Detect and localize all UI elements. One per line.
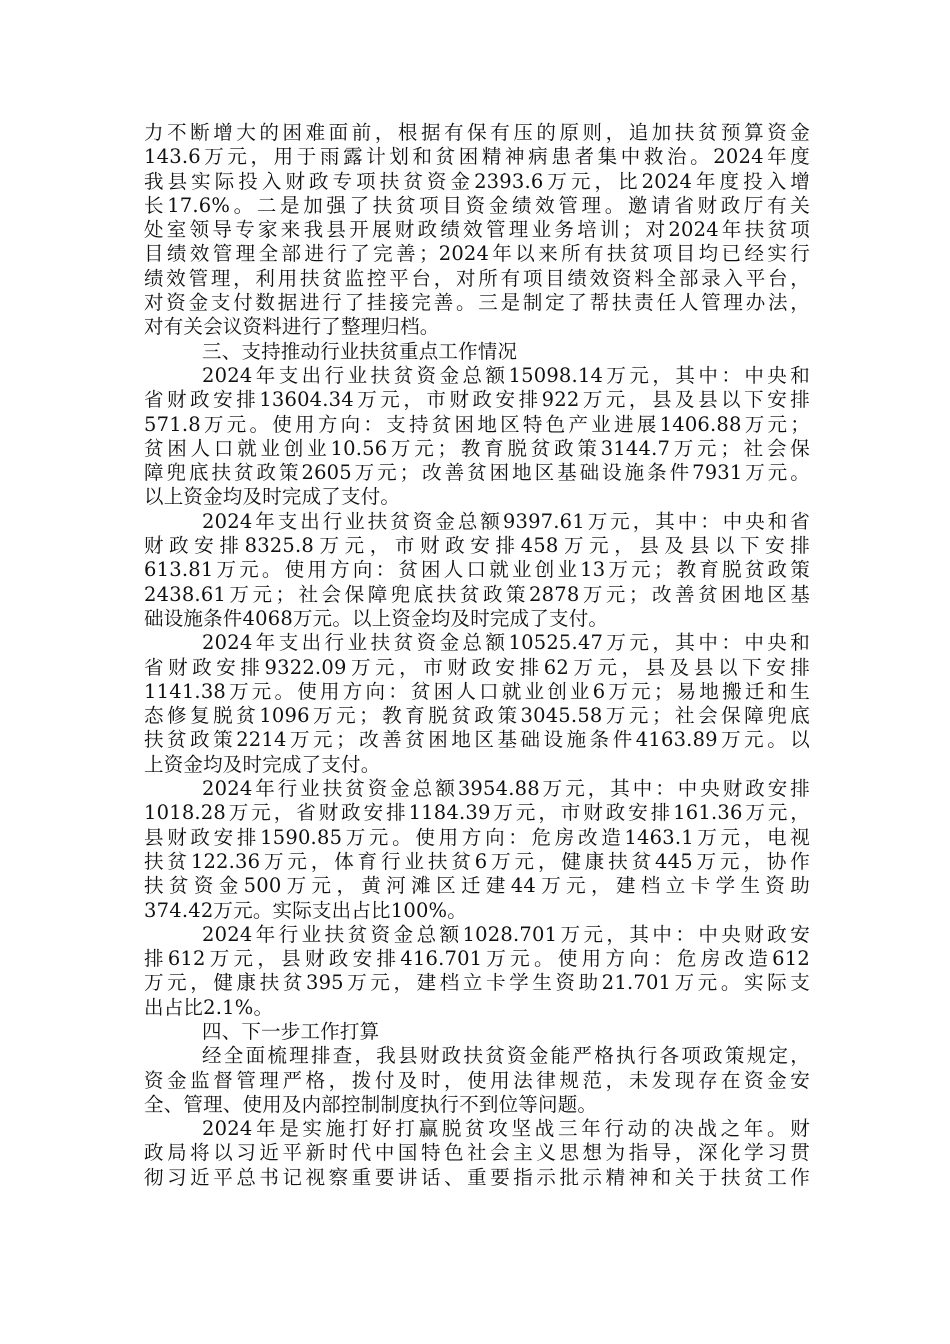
text-line: 1018.28万元，省财政安排1184.39万元，市财政安排161.36万元， xyxy=(144,801,810,825)
text-line: 万元，健康扶贫395万元，建档立卡学生资助21.701万元。实际支 xyxy=(144,971,810,995)
text-line: 出占比2.1%。 xyxy=(144,995,274,1019)
text-line: 财政安排8325.8万元，市财政安排458万元，县及县以下安排 xyxy=(144,534,810,558)
text-line: 2024年行业扶贫资金总额1028.701万元，其中：中央财政安 xyxy=(202,922,810,946)
text-line: 省财政安排9322.09万元，市财政安排62万元，县及县以下安排 xyxy=(144,655,810,679)
text-line: 2024年是实施打好打赢脱贫攻坚战三年行动的决战之年。财 xyxy=(202,1117,810,1141)
text-line: 扶贫122.36万元，体育行业扶贫6万元，健康扶贫445万元，协作 xyxy=(144,849,810,873)
text-line: 资金监督管理严格，拨付及时，使用法律规范，未发现存在资金安 xyxy=(144,1068,810,1092)
text-line: 经全面梳理排查，我县财政扶贫资金能严格执行各项政策规定， xyxy=(202,1044,810,1068)
text-line: 县财政安排1590.85万元。使用方向：危房改造1463.1万元，电视 xyxy=(144,825,810,849)
text-line: 处室领导专家来我县开展财政绩效管理业务培训；对2024年扶贫项 xyxy=(144,218,810,242)
text-line: 143.6万元，用于雨露计划和贫困精神病患者集中救治。2024年度 xyxy=(144,145,810,169)
text-line: 1141.38万元。使用方向：贫困人口就业创业6万元；易地搬迁和生 xyxy=(144,679,810,703)
text-line: 四、下一步工作打算 xyxy=(202,1019,380,1043)
text-line: 571.8万元。使用方向：支持贫困地区特色产业进展1406.88万元； xyxy=(144,412,810,436)
text-line: 目绩效管理全部进行了完善；2024年以来所有扶贫项目均已经实行 xyxy=(144,242,810,266)
text-line: 以上资金均及时完成了支付。 xyxy=(144,485,401,509)
text-line: 全、管理、使用及内部控制制度执行不到位等问题。 xyxy=(144,1092,598,1116)
text-line: 对资金支付数据进行了挂接完善。三是制定了帮扶责任人管理办法， xyxy=(144,291,810,315)
text-line: 374.42万元。实际支出占比100%。 xyxy=(144,898,467,922)
document-page xyxy=(144,121,810,1190)
text-line: 扶贫资金500万元，黄河滩区迁建44万元，建档立卡学生资助 xyxy=(144,874,810,898)
text-line: 政局将以习近平新时代中国特色社会主义思想为指导，深化学习贯 xyxy=(144,1141,810,1165)
text-line: 上资金均及时完成了支付。 xyxy=(144,752,381,776)
text-line: 2024年支出行业扶贫资金总额10525.47万元，其中：中央和 xyxy=(202,631,810,655)
text-line: 绩效管理，利用扶贫监控平台，对所有项目绩效资料全部录入平台， xyxy=(144,266,810,290)
text-line: 长17.6%。二是加强了扶贫项目资金绩效管理。邀请省财政厅有关 xyxy=(144,193,810,217)
text-line: 2024年支出行业扶贫资金总额9397.61万元，其中：中央和省 xyxy=(202,509,810,533)
text-line: 力不断增大的困难面前，根据有保有压的原则，追加扶贫预算资金 xyxy=(144,121,810,144)
text-line: 排612万元，县财政安排416.701万元。使用方向：危房改造612 xyxy=(144,947,810,971)
text-line: 三、支持推动行业扶贫重点工作情况 xyxy=(202,339,518,363)
text-line: 扶贫政策2214万元；改善贫困地区基础设施条件4163.89万元。以 xyxy=(144,728,810,752)
text-line: 障兜底扶贫政策2605万元；改善贫困地区基础设施条件7931万元。 xyxy=(144,461,810,485)
text-line: 省财政安排13604.34万元，市财政安排922万元，县及县以下安排 xyxy=(144,388,810,412)
text-line: 对有关会议资料进行了整理归档。 xyxy=(144,315,440,339)
text-line: 础设施条件4068万元。以上资金均及时完成了支付。 xyxy=(144,606,609,630)
text-line: 彻习近平总书记视察重要讲话、重要指示批示精神和关于扶贫工作 xyxy=(144,1165,810,1189)
text-line: 613.81万元。使用方向：贫困人口就业创业13万元；教育脱贫政策 xyxy=(144,558,810,582)
text-line: 2024年行业扶贫资金总额3954.88万元，其中：中央财政安排 xyxy=(202,777,810,801)
text-line: 贫困人口就业创业10.56万元；教育脱贫政策3144.7万元；社会保 xyxy=(144,436,810,460)
text-line: 2438.61万元；社会保障兜底扶贫政策2878万元；改善贫困地区基 xyxy=(144,582,810,606)
text-line: 2024年支出行业扶贫资金总额15098.14万元，其中：中央和 xyxy=(202,363,810,387)
text-line: 我县实际投入财政专项扶贫资金2393.6万元，比2024年度投入增 xyxy=(144,169,810,193)
text-line: 态修复脱贫1096万元；教育脱贫政策3045.58万元；社会保障兜底 xyxy=(144,704,810,728)
